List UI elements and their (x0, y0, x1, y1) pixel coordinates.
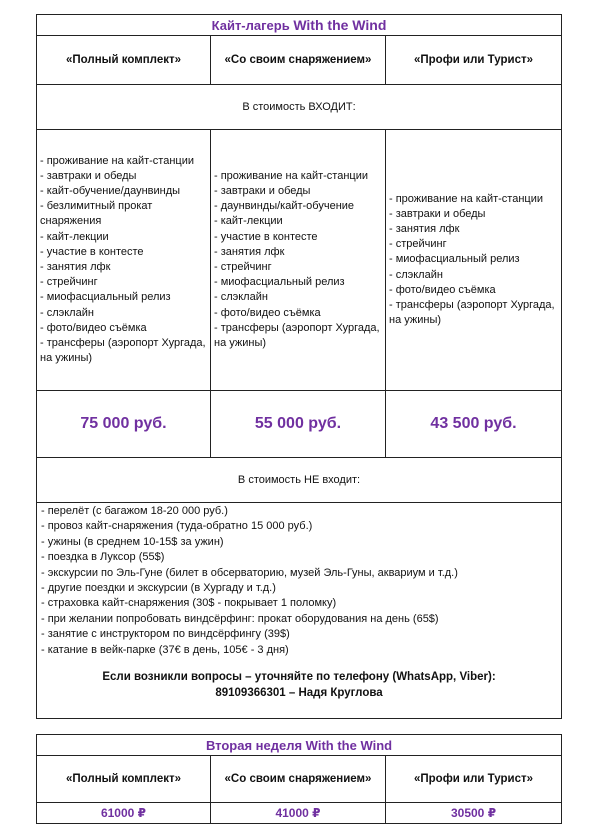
package-pro-tourist: «Профи или Турист» (386, 756, 562, 803)
package-full-kit: «Полный комплект» (37, 756, 211, 803)
camp-title-brand: With the Wind (293, 17, 387, 33)
price-value: 41000 (275, 806, 309, 820)
included-item: - кайт-обучение/даунвинды (40, 184, 181, 197)
included-item: - трансферы (аэропорт Хургада, на ужины) (389, 299, 555, 327)
second-week-price-full-kit (37, 803, 211, 824)
included-items (40, 154, 207, 367)
included-item: - занятия лфк (40, 261, 111, 273)
not-included-item: - перелёт (с багажом 18-20 000 руб.) (41, 505, 228, 517)
price-own-gear: 55 000 руб. (211, 391, 386, 458)
included-item: - слэклайн (389, 268, 443, 281)
not-included-section (37, 503, 562, 719)
second-week-price-pro-tourist (386, 803, 562, 824)
package-own-gear: «Со своим снаряжением» (211, 756, 386, 803)
included-item: - занятия лфк (214, 245, 285, 258)
included-label: В стоимость ВХОДИТ: (37, 85, 562, 130)
not-included-item: - при желании попробовать виндсёрфинг: прокат оборудования на день (65$) (41, 612, 439, 625)
included-item: - завтраки и обеды (214, 184, 311, 197)
not-included-list (41, 504, 557, 658)
included-item: - участие в контесте (214, 230, 318, 243)
included-items (389, 192, 558, 329)
included-item: - занятия лфк (389, 222, 460, 235)
included-item: - проживание на кайт-станции (389, 192, 543, 205)
included-item: - проживание на кайт-станции (214, 169, 368, 182)
price-value: 30500 (450, 806, 485, 820)
included-items (214, 169, 382, 351)
included-item: - слэклайн (214, 291, 268, 304)
package-full-kit: «Полный комплект» (37, 36, 211, 85)
not-included-item: - занятие с инструктором по виндсёрфингу (39$) (41, 628, 290, 641)
not-included-item: - страховка кайт-снаряжения (30$ - покрывает 1 поломку) (41, 597, 337, 610)
second-week-table (36, 734, 562, 824)
price-value: 61000 (100, 806, 135, 820)
not-included-item: - экскурсии по Эль-Гуне (билет в обсерваторию, музей Эль-Гуны, аквариум и т.д.) (41, 566, 458, 579)
included-list-own-gear (211, 130, 386, 391)
included-item: - миофасциальный релиз (389, 253, 520, 266)
price-pro-tourist: 43 500 руб. (386, 391, 562, 458)
camp-title (37, 15, 562, 36)
second-week-price-own-gear (211, 803, 386, 824)
ruble-sign: ₽ (137, 806, 147, 820)
included-item: - безлимитный прокат снаряжения (40, 200, 153, 228)
included-item: - завтраки и обеды (389, 207, 486, 220)
price-full-kit: 75 000 руб. (37, 391, 211, 458)
not-included-item: - провоз кайт-снаряжения (туда-обратно 15 000 руб.) (41, 520, 313, 533)
included-item: - фото/видео съёмка (389, 283, 496, 296)
not-included-item: - катание в вейк-парке (37€ в день, 105€ - 3 дня) (41, 643, 289, 656)
included-item: - стрейчинг (389, 238, 447, 251)
included-item: - фото/видео съёмка (40, 321, 147, 334)
included-item: - кайт-лекции (214, 215, 283, 228)
included-item: - стрейчинг (214, 261, 272, 273)
included-item: - трансферы (аэропорт Хургада, на ужины) (40, 337, 206, 365)
included-list-pro-tourist (386, 130, 562, 391)
included-item: - кайт-лекции (40, 230, 109, 243)
contact-phone: 89109366301 – Надя Круглова (215, 687, 383, 700)
camp-title-prefix: Кайт-лагерь (211, 18, 294, 33)
included-item: - стрейчинг (40, 276, 98, 289)
included-item: - проживание на кайт-станции (40, 154, 194, 167)
contact-question: Если возникли вопросы – уточняйте по телефону (WhatsApp, Viber): (102, 671, 496, 684)
not-included-item: - поездка в Луксор (55$) (41, 551, 165, 564)
not-included-item: - другие поездки и экскурсии (в Хургаду и т.д.) (41, 582, 276, 595)
included-item: - миофасциальный релиз (40, 291, 171, 304)
included-item: - миофасциальный релиз (214, 276, 345, 289)
package-own-gear: «Со своим снаряжением» (211, 36, 386, 85)
included-item: - участие в контесте (40, 245, 144, 258)
included-item: - фото/видео съёмка (214, 306, 321, 319)
included-item: - слэклайн (40, 306, 94, 319)
included-item: - даунвинды/кайт-обучение (214, 200, 355, 213)
second-week-title: Вторая неделя With the Wind (37, 735, 562, 756)
included-item: - завтраки и обеды (40, 169, 137, 182)
camp-price-table (36, 14, 562, 719)
not-included-label: В стоимость НЕ входит: (37, 458, 562, 503)
ruble-sign: ₽ (487, 806, 497, 820)
not-included-item: - ужины (в среднем 10-15$ за ужин) (41, 535, 224, 548)
package-pro-tourist: «Профи или Турист» (386, 36, 562, 85)
ruble-sign: ₽ (312, 806, 321, 820)
contact-info (41, 669, 557, 701)
included-list-full-kit (37, 130, 211, 391)
included-item: - трансферы (аэропорт Хургада, на ужины) (214, 321, 380, 350)
